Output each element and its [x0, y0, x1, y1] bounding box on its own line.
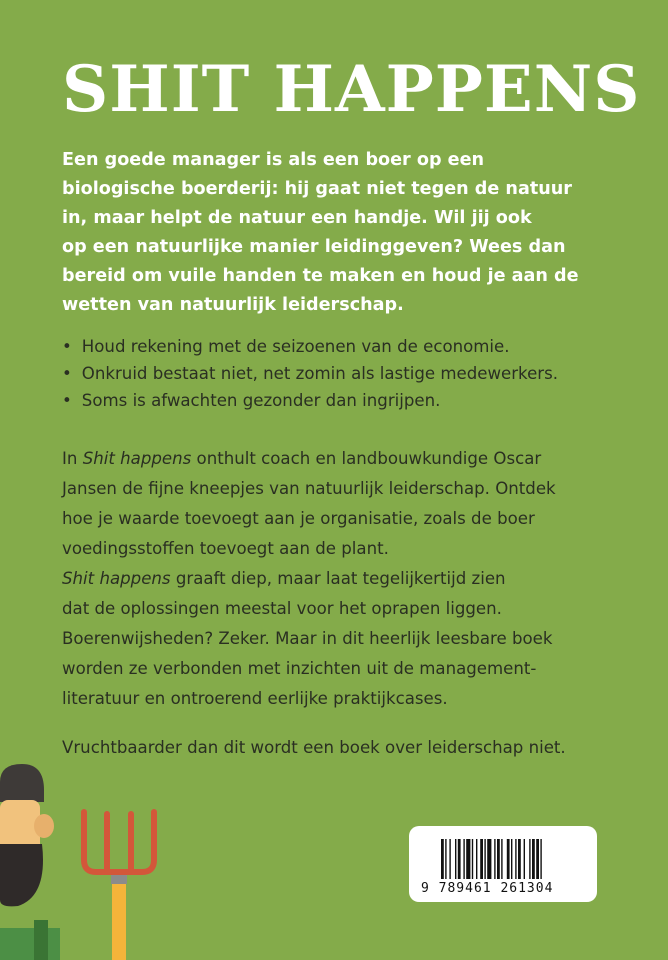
pitchfork-head: [84, 812, 154, 872]
barcode-bar: [518, 839, 521, 879]
intro-text: [62, 146, 632, 320]
barcode-bar: [472, 839, 473, 879]
paragraph-author: [62, 444, 642, 564]
barcode-bar: [480, 839, 483, 879]
intro-line: op een natuurlijke manier leidinggeven? Wees dan: [62, 237, 566, 257]
paragraph-line: dat de oplossingen meestal voor het oprapen liggen.: [62, 599, 502, 618]
barcode-bar: [532, 839, 535, 879]
book-title-italic: Shit happens: [82, 449, 192, 468]
barcode-number: 9 789461 261304: [421, 881, 554, 896]
cap-shape: [0, 764, 44, 802]
barcode-bar: [458, 839, 461, 879]
farmer-illustration: [0, 760, 180, 960]
paragraph-description: [62, 564, 642, 714]
text-run: graaft diep, maar laat tegelijkertijd zien: [170, 569, 506, 588]
barcode-bar: [524, 839, 525, 879]
intro-line: bereid om vuile handen te maken en houd je aan de: [62, 266, 579, 286]
barcode-box: [409, 826, 597, 902]
bullet-list: [62, 333, 558, 414]
barcode-bar: [511, 839, 512, 879]
barcode-bar: [497, 839, 500, 879]
barcode-bar: [445, 839, 446, 879]
barcode-bar: [515, 839, 516, 879]
beard-shape: [0, 844, 43, 906]
barcode-bar: [529, 839, 530, 879]
paragraph-line: literatuur en ontroerend eerlijke praktijkcases.: [62, 689, 448, 708]
paragraph-line: Jansen de fijne kneepjes van natuurlijk leiderschap. Ontdek: [62, 479, 556, 498]
barcode-bar: [507, 839, 510, 879]
text-run: onthult coach en landbouwkundige Oscar: [191, 449, 542, 468]
barcode-bar: [536, 839, 539, 879]
paragraph-line: worden ze verbonden met inzichten uit de management-: [62, 659, 537, 678]
barcode-bar: [540, 839, 541, 879]
intro-line: wetten van natuurlijk leiderschap.: [62, 295, 404, 315]
barcode-bar: [484, 839, 485, 879]
barcode-bar: [487, 839, 491, 879]
bullet-item: • Houd rekening met de seizoenen van de economie.: [62, 333, 558, 360]
ear-shape: [34, 814, 54, 838]
barcode-bar: [449, 839, 450, 879]
barcode-bar: [463, 839, 464, 879]
barcode-bar: [441, 839, 444, 879]
bullet-item: • Soms is afwachten gezonder dan ingrijpen.: [62, 387, 558, 414]
intro-line: in, maar helpt de natuur een handje. Wil jij ook: [62, 208, 532, 228]
text-run: In: [62, 449, 83, 468]
pitchfork-handle: [112, 880, 126, 960]
barcode: [441, 839, 581, 881]
barcode-bar: [501, 839, 502, 879]
book-title-italic: Shit happens: [62, 569, 171, 588]
closing-line: Vruchtbaarder dan dit wordt een boek over leiderschap niet.: [62, 738, 566, 757]
intro-line: Een goede manager is als een boer op een: [62, 150, 485, 170]
bullet-item: • Onkruid bestaat niet, net zomin als lastige medewerkers.: [62, 360, 558, 387]
barcode-bar: [476, 839, 477, 879]
barcode-bar: [455, 839, 456, 879]
paragraph-line: Boerenwijsheden? Zeker. Maar in dit heerlijk leesbare boek: [62, 629, 553, 648]
barcode-bar: [494, 839, 495, 879]
barcode-bar: [466, 839, 470, 879]
paragraph-line: hoe je waarde toevoegt aan je organisatie, zoals de boer: [62, 509, 535, 528]
intro-line: biologische boerderij: hij gaat niet tegen de natuur: [62, 179, 572, 199]
strap-shape: [34, 920, 48, 960]
paragraph-line: voedingsstoffen toevoegt aan de plant.: [62, 539, 389, 558]
overall-shape: [0, 928, 60, 960]
paragraph-line: [62, 564, 642, 594]
paragraph-line: [62, 444, 642, 474]
book-title: SHIT HAPPENS: [62, 52, 641, 127]
